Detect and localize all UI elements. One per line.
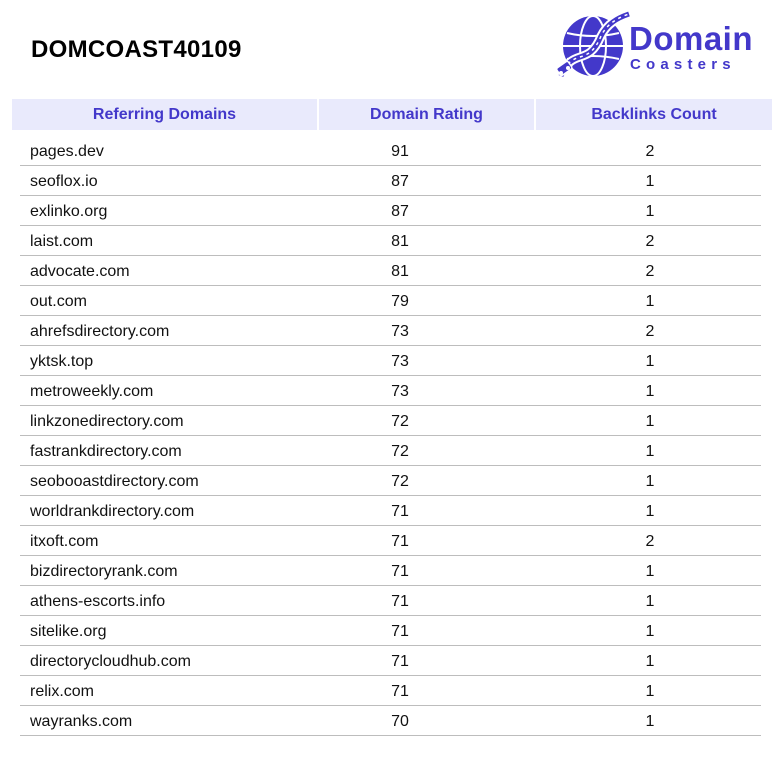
referring-domain-cell: ahrefsdirectory.com — [30, 323, 170, 340]
referring-domain-cell: pages.dev — [30, 143, 104, 160]
backlinks-count-cell: 2 — [645, 233, 655, 250]
domain-rating-cell: 72 — [391, 443, 409, 460]
column-header-domain-rating: Domain Rating — [319, 99, 534, 130]
table-body — [20, 136, 761, 736]
referring-domain-cell: laist.com — [30, 233, 94, 250]
column-header-backlinks-count: Backlinks Count — [536, 99, 772, 130]
table-row — [20, 706, 761, 736]
table-row — [20, 256, 761, 286]
domain-rating-cell: 71 — [391, 683, 409, 700]
logo-wordmark-coasters: Coasters — [630, 56, 736, 73]
backlinks-count-cell: 2 — [645, 263, 655, 280]
domain-rating-cell: 73 — [391, 383, 409, 400]
referring-domain-cell: itxoft.com — [30, 533, 99, 550]
referring-domain-cell: out.com — [30, 293, 87, 310]
table-row — [20, 526, 761, 556]
backlinks-count-cell: 2 — [645, 143, 655, 160]
domain-rating-cell: 72 — [391, 413, 409, 430]
table-row — [20, 676, 761, 706]
domain-rating-cell: 71 — [391, 623, 409, 640]
backlinks-count-cell: 1 — [645, 173, 655, 190]
referring-domain-cell: exlinko.org — [30, 203, 108, 220]
backlinks-count-cell: 1 — [645, 503, 655, 520]
table-row — [20, 136, 761, 166]
referring-domain-cell: metroweekly.com — [30, 383, 154, 400]
table-row — [20, 226, 761, 256]
domain-rating-cell: 70 — [391, 713, 409, 730]
table-row — [20, 406, 761, 436]
referring-domain-cell: bizdirectoryrank.com — [30, 563, 178, 580]
column-header-referring-domains: Referring Domains — [12, 99, 317, 130]
table-row — [20, 436, 761, 466]
referring-domain-cell: relix.com — [30, 683, 95, 700]
backlinks-count-cell: 2 — [645, 533, 655, 550]
domain-rating-cell: 87 — [391, 173, 409, 190]
domain-rating-cell: 71 — [391, 563, 409, 580]
backlinks-count-cell: 1 — [645, 623, 655, 640]
backlinks-count-cell: 1 — [645, 683, 655, 700]
table-row — [20, 376, 761, 406]
domain-rating-cell: 71 — [391, 593, 409, 610]
backlinks-count-cell: 1 — [645, 443, 655, 460]
domain-rating-cell: 73 — [391, 323, 409, 340]
backlinks-count-cell: 1 — [645, 293, 655, 310]
referring-domain-cell: sitelike.org — [30, 623, 107, 640]
table-row — [20, 196, 761, 226]
domain-rating-cell: 71 — [391, 653, 409, 670]
domain-rating-cell: 81 — [391, 233, 409, 250]
table-row — [20, 646, 761, 676]
backlinks-count-cell: 1 — [645, 473, 655, 490]
domain-rating-cell: 81 — [391, 263, 409, 280]
backlinks-count-cell: 2 — [645, 323, 655, 340]
table-row — [20, 586, 761, 616]
logo-wordmark-domain: Domain — [629, 20, 754, 57]
referring-domain-cell: advocate.com — [30, 263, 130, 280]
domain-rating-cell: 87 — [391, 203, 409, 220]
backlinks-count-cell: 1 — [645, 593, 655, 610]
referring-domain-cell: worldrankdirectory.com — [30, 503, 195, 520]
table-row — [20, 616, 761, 646]
backlinks-count-cell: 1 — [645, 353, 655, 370]
backlinks-count-cell: 1 — [645, 383, 655, 400]
backlinks-count-cell: 1 — [645, 653, 655, 670]
backlinks-count-cell: 1 — [645, 203, 655, 220]
referring-domain-cell: directorycloudhub.com — [30, 653, 191, 670]
page-title: DOMCOAST40109 — [31, 36, 242, 63]
table-header — [12, 99, 772, 130]
domain-rating-cell: 73 — [391, 353, 409, 370]
table-row — [20, 556, 761, 586]
referring-domain-cell: wayranks.com — [30, 713, 133, 730]
domain-rating-cell: 79 — [391, 293, 409, 310]
referring-domain-cell: fastrankdirectory.com — [30, 443, 182, 460]
referring-domain-cell: seobooastdirectory.com — [30, 473, 199, 490]
referring-domain-cell: seoflox.io — [30, 173, 98, 190]
globe-rollercoaster-icon — [553, 6, 631, 84]
domain-rating-cell: 71 — [391, 533, 409, 550]
table-row — [20, 166, 761, 196]
table-row — [20, 466, 761, 496]
domain-rating-cell: 72 — [391, 473, 409, 490]
backlinks-count-cell: 1 — [645, 563, 655, 580]
table-row — [20, 496, 761, 526]
domain-rating-cell: 91 — [391, 143, 409, 160]
backlinks-count-cell: 1 — [645, 713, 655, 730]
referring-domain-cell: linkzonedirectory.com — [30, 413, 184, 430]
domain-coasters-logo — [553, 6, 763, 84]
referring-domain-cell: yktsk.top — [30, 353, 94, 370]
table-row — [20, 346, 761, 376]
domain-rating-cell: 71 — [391, 503, 409, 520]
table-row — [20, 286, 761, 316]
table-row — [20, 316, 761, 346]
referring-domain-cell: athens-escorts.info — [30, 593, 166, 610]
backlinks-count-cell: 1 — [645, 413, 655, 430]
